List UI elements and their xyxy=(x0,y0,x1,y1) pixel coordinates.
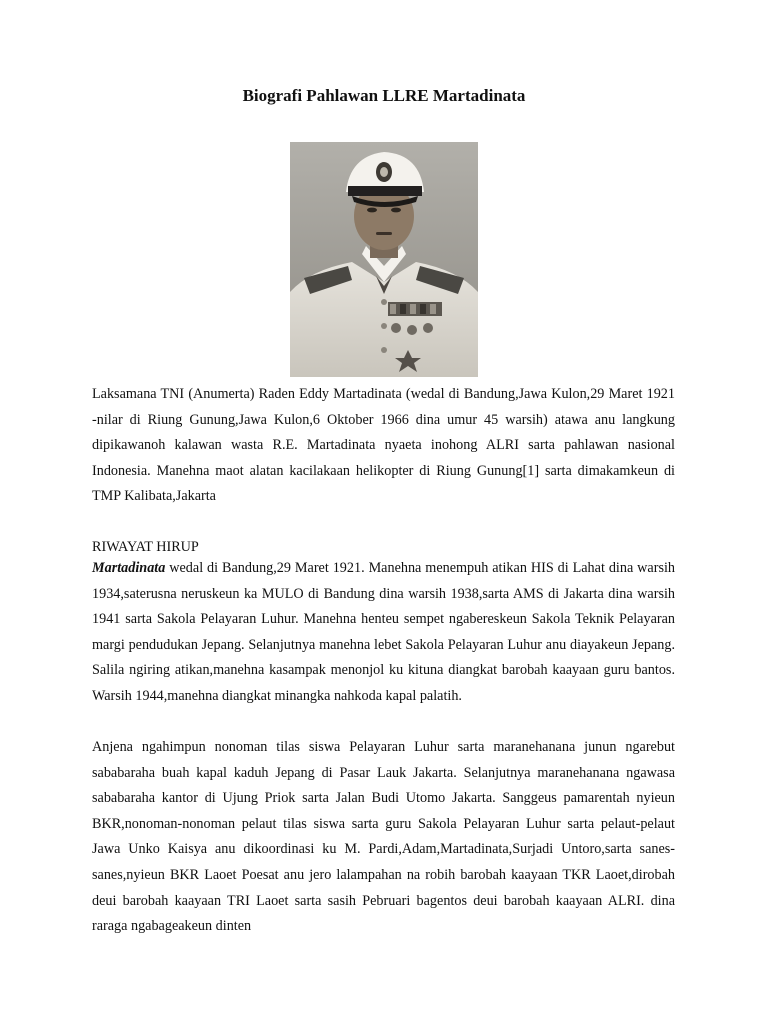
paragraph-lead-name: Martadinata xyxy=(92,560,166,576)
second-paragraph: Anjena ngahimpun nonoman tilas siswa Pelayaran Luhur sarta maranehanana junun ngarebut sababaraha buah kapal kaduh Jepang di Pasar Lauk Jakarta. Selanjutnya maranehanana ngawasa sababaraha kantor di Ujung Priok sarta Jalan Budi Utomo Jakarta. Sanggeus pamarentah nyieun BKR,nonoman-nonoman pelaut tilas siswa sarta guru Sakola Pelayaran Luhur sarta pelaut-pelaut Jawa Unko Kaisya anu dikoordinasi ku M. Pardi,Adam,Martadinata,Surjadi Untoro,sarta sanes-sanes,nyieun BKR Laoet Poesat anu jero lalampahan na robih barobah kaayaan TKR Laoet,dirobah deui barobah kaayaan TRI Laoet sarta sasih Pebruari bagentos deui barobah kaayaan ALRI. dina raraga ngabageakeun dinten xyxy=(92,739,675,935)
section-heading: RIWAYAT HIRUP xyxy=(92,539,199,555)
portrait-photo-icon xyxy=(290,142,478,377)
biography-paragraph xyxy=(92,556,675,710)
page-title: Biografi Pahlawan LLRE Martadinata xyxy=(242,86,526,105)
intro-paragraph: Laksamana TNI (Anumerta) Raden Eddy Martadinata (wedal di Bandung,Jawa Kulon,29 Maret 1921 -nilar di Riung Gunung,Jawa Kulon,6 Oktober 1966 dina umur 45 warsih) atawa anu langkung dipikawanoh kalawan wasta R.E. Martadinata nyaeta inohong ALRI sarta pahlawan nasional Indonesia. Manehna maot alatan kacilakaan helikopter di Riung Gunung[1] sarta dimakamkeun di TMP Kalibata,Jakarta xyxy=(92,386,675,505)
paragraph-body: wedal di Bandung,29 Maret 1921. Manehna menempuh atikan HIS di Lahat dina warsih 1934,saterusna neruskeun ka MULO di Bandung dina warsih 1938,sarta AMS di Jakarta dina warsih 1941 sarta Sakola Pelayaran Luhur. Manehna henteu sempet ngabereskeun Sakola Teknik Pelayaran margi pendudukan Jepang. Selanjutnya manehna lebet Sakola Pelayaran Luhur anu diayakeun Jepang. Salila ngiring atikan,manehna kasampak menonjol ku kituna diangkat barobah kaayaan guru bantos. Warsih 1944,manehna diangkat minangka nahkoda kapal palatih. xyxy=(92,560,675,704)
